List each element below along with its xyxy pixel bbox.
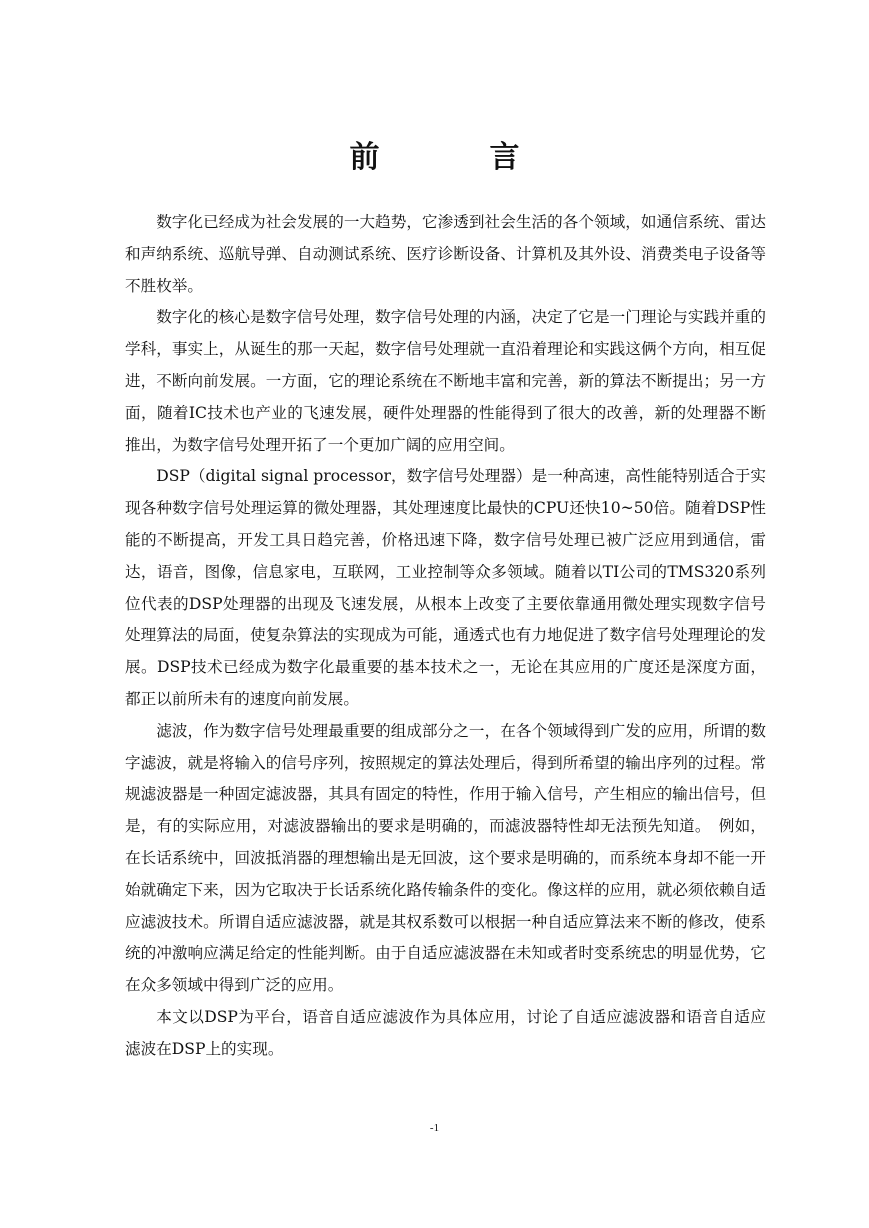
body-text <box>125 207 766 1066</box>
paragraph: 数字化已经成为社会发展的一大趋势，它渗透到社会生活的各个领域，如通信系统、雷达和声纳系统、巡航导弹、自动测试系统、医疗诊断设备、计算机及其外设、消费类电子设备等不胜枚举。 <box>125 213 766 295</box>
paragraph: 数字化的核心是数字信号处理，数字信号处理的内涵，决定了它是一门理论与实践并重的学科，事实上，从诞生的那一天起，数字信号处理就一直沿着理论和实践这俩个方向，相互促进，不断向前发展。一方面，它的理论系统在不断地丰富和完善，新的算法不断提出；另一方面，随着IC技术也产业的飞速发展，硬件处理器的性能得到了很大的改善，新的处理器不断推出，为数字信号处理开拓了一个更加广阔的应用空间。 <box>125 308 766 454</box>
page-title: 前 言 <box>349 140 560 175</box>
paragraph: 滤波，作为数字信号处理最重要的组成部分之一，在各个领域得到广发的应用，所谓的数字滤波，就是将输入的信号序列，按照规定的算法处理后，得到所希望的输出序列的过程。常规滤波器是一种固定滤波器，其具有固定的特性，作用于输入信号，产生相应的输出信号，但是，有的实际应用，对滤波器输出的要求是明确的，而滤波器特性却无法预先知道。 例如，在长话系统中，回波抵消器的理想输出是无回波，这个要求是明确的，而系统本身却不能一开始就确定下来，因为它取决于长话系统化路传输条件的变化。像这样的应用，就必须依赖自适应滤波技术。所谓自适应滤波器，就是其权系数可以根据一种自适应算法来不断的修改，使系统的冲激响应满足给定的性能判断。由于自适应滤波器在未知或者时变系统忠的明显优势，它在众多领域中得到广泛的应用。 <box>125 721 766 995</box>
page-number: -1 <box>429 1122 440 1134</box>
paragraph: 本文以DSP为平台，语音自适应滤波作为具体应用，讨论了自适应滤波器和语音自适应滤波在DSP上的实现。 <box>125 1007 766 1058</box>
paragraph: DSP（digital signal processor，数字信号处理器）是一种高速，高性能特别适合于实现各种数字信号处理运算的微处理器，其处理速度比最快的CPU还快10~50倍。随着DSP性能的不断提高，开发工具日趋完善，价格迅速下降，数字信号处理已被广泛应用到通信，雷达，语音，图像，信息家电，互联网，工业控制等众多领域。随着以TI公司的TMS320系列位代表的DSP处理器的出现及飞速发展，从根本上改变了主要依靠通用微处理实现数字信号处理算法的局面，使复杂算法的实现成为可能，通透式也有力地促进了数字信号处理理论的发展。DSP技术已经成为数字化最重要的基本技术之一，无论在其应用的广度还是深度方面，都正以前所未有的速度向前发展。 <box>125 467 766 708</box>
